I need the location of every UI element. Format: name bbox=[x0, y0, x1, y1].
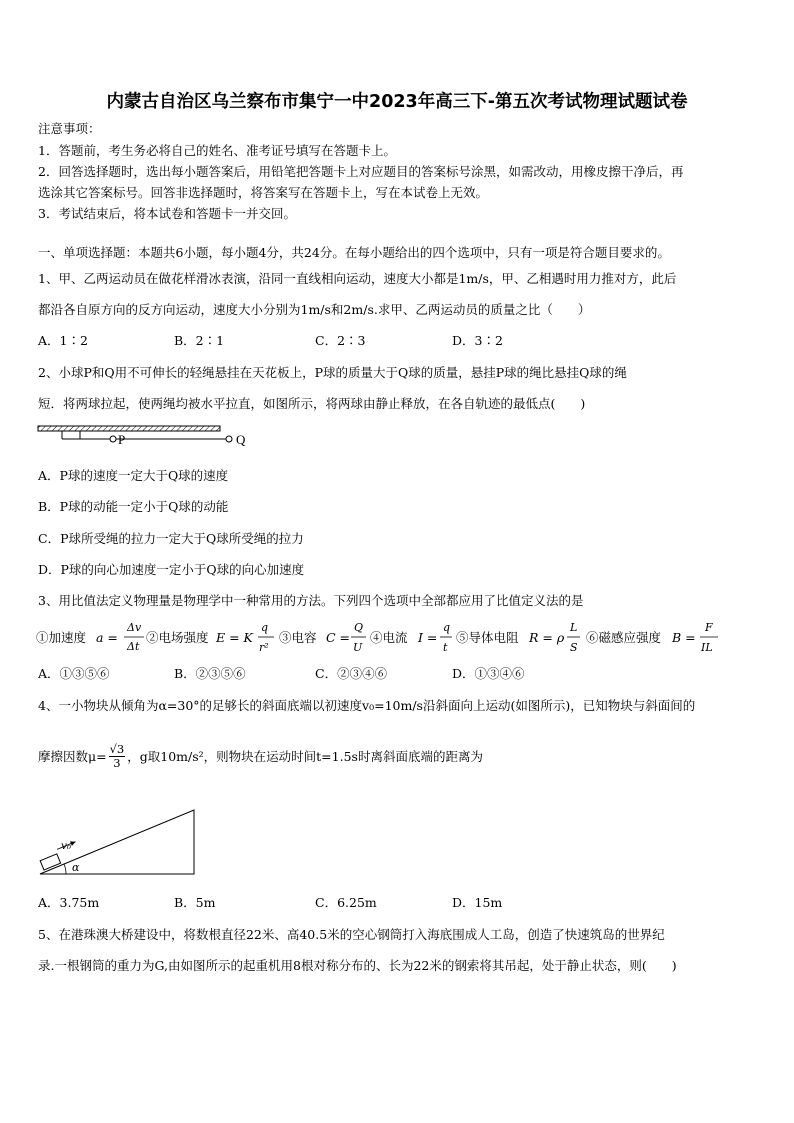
q3-item-1-lhs: a = bbox=[96, 630, 118, 645]
q4-mu-num: √3 bbox=[109, 742, 125, 756]
q3-item-4-den: t bbox=[443, 641, 448, 654]
q3-item-1-num: Δv bbox=[127, 621, 142, 634]
q5-line2: 录.一根钢筒的重力为G,由如图所示的起重机用8根对称分布的、长为22米的钢索将其吊起，处于静止状态，则( ) bbox=[38, 958, 677, 973]
label-alpha: α bbox=[72, 861, 80, 874]
notice-heading: 注意事项： bbox=[38, 121, 101, 136]
q3-item-1-label: ①加速度 bbox=[36, 630, 87, 645]
q3-item-1-den: Δt bbox=[127, 640, 140, 653]
q3-formula-row bbox=[36, 618, 756, 660]
q4-line2 bbox=[38, 742, 483, 770]
q3-options bbox=[38, 666, 738, 682]
q1-option-d: D．3∶2 bbox=[452, 333, 503, 348]
q1-line2: 都沿各自原方向的反方向运动，速度大小分别为1m/s和2m/s.求甲、乙两运动员的质量之比（ ） bbox=[38, 302, 591, 317]
q4-figure bbox=[36, 800, 216, 880]
q4-mu-den: 3 bbox=[113, 756, 121, 770]
q3-item-2-label: ②电场强度 bbox=[146, 630, 209, 645]
q3-item-3-label: ③电容 bbox=[279, 630, 317, 645]
q3-item-5-den: S bbox=[570, 641, 578, 654]
page-title: 内蒙古自治区乌兰察布市集宁一中2023年高三下-第五次考试物理试题试卷 bbox=[106, 92, 688, 112]
q2-figure bbox=[36, 424, 266, 450]
ball-q bbox=[226, 436, 232, 442]
q2-line2: 短．将两球拉起，使两绳均被水平拉直，如图所示，将两球由静止释放，在各自轨迹的最低点( ) bbox=[38, 396, 586, 411]
q3-option-d: D．①③④⑥ bbox=[452, 666, 525, 681]
q2-option-b: B．P球的动能一定小于Q球的动能 bbox=[38, 499, 229, 514]
q3-item-3-num: Q bbox=[354, 621, 364, 634]
notice-item-2: 2．回答选择题时，选出每小题答案后，用铅笔把答题卡上对应题目的答案标号涂黑，如需改动，用橡皮擦干净后，再 bbox=[38, 164, 684, 179]
q2-option-d: D．P球的向心加速度一定小于Q球的向心加速度 bbox=[38, 562, 305, 577]
q2-option-c: C．P球所受绳的拉力一定大于Q球所受绳的拉力 bbox=[38, 531, 304, 546]
q4-option-a: A．3.75m bbox=[38, 895, 100, 910]
q3-item-3-den: U bbox=[353, 641, 363, 654]
q3-item-6-lhs: B = bbox=[672, 630, 696, 645]
notice-item-1: 1．答题前，考生务必将自己的姓名、准考证号填写在答题卡上。 bbox=[38, 143, 396, 158]
q3-item-2-lhs: E = K bbox=[216, 630, 253, 645]
q4-line2-rest: ，g取10m/s²，则物块在运动时间t=1.5s时离斜面底端的距离为 bbox=[127, 749, 483, 764]
q4-line1: 4、一小物块从倾角为α=30°的足够长的斜面底端以初速度v₀=10m/s沿斜面向上运动(如图所示)，已知物块与斜面间的 bbox=[38, 698, 696, 713]
q4-option-c: C．6.25m bbox=[315, 895, 377, 910]
q2-line1: 2、小球P和Q用不可伸长的轻绳悬挂在天花板上，P球的质量大于Q球的质量，悬挂P球的绳比悬挂Q球的绳 bbox=[38, 365, 627, 380]
q3-option-c: C．②③④⑥ bbox=[315, 666, 388, 681]
q3-item-5-lhs: R = ρ bbox=[529, 630, 565, 645]
q3-item-2-num: q bbox=[261, 621, 269, 634]
q1-options bbox=[38, 333, 738, 349]
q3-item-5-label: ⑤导体电阻 bbox=[456, 630, 519, 645]
q1-option-b: B．2∶1 bbox=[174, 333, 225, 348]
q3-item-4-lhs: I = bbox=[418, 630, 438, 645]
q1-line1: 1、甲、乙两运动员在做花样滑冰表演，沿同一直线相向运动，速度大小都是1m/s，甲、乙相遇时用力推对方，此后 bbox=[38, 271, 677, 286]
label-q: Q bbox=[236, 432, 246, 447]
q4-mu-fraction bbox=[109, 743, 126, 770]
q4-option-b: B．5m bbox=[174, 895, 216, 910]
label-p: P bbox=[118, 432, 126, 447]
q3-item-6-label: ⑥磁感应强度 bbox=[586, 630, 662, 645]
ball-p bbox=[110, 436, 116, 442]
ceiling bbox=[38, 426, 220, 431]
q3-item-2-den: r² bbox=[259, 641, 269, 654]
q3-option-b: B．②③⑤⑥ bbox=[174, 666, 246, 681]
q3-option-a: A．①③⑤⑥ bbox=[38, 666, 110, 681]
q3-item-4-label: ④电流 bbox=[370, 630, 408, 645]
q1-option-a: A．1∶2 bbox=[38, 333, 88, 348]
q1-option-c: C．2∶3 bbox=[315, 333, 366, 348]
q3-line1: 3、用比值法定义物理量是物理学中一种常用的方法。下列四个选项中全部都应用了比值定义法的是 bbox=[38, 593, 584, 608]
q4-mu-prefix: 摩擦因数μ= bbox=[38, 749, 107, 764]
q5-line1: 5、在港珠澳大桥建设中，将数根直径22米、高40.5米的空心钢筒打入海底围成人工岛，创造了快速筑岛的世界纪 bbox=[38, 927, 665, 942]
q3-item-6-den: IL bbox=[701, 641, 713, 654]
q3-item-5-num: L bbox=[570, 621, 578, 634]
q3-item-3-lhs: C = bbox=[326, 630, 351, 645]
label-v0: v₀ bbox=[61, 840, 72, 852]
q2-option-a: A．P球的速度一定大于Q球的速度 bbox=[38, 468, 229, 483]
notice-item-3: 3．考试结束后，将本试卷和答题卡一并交回。 bbox=[38, 206, 296, 221]
notice-item-2-cont: 选涂其它答案标号。回答非选择题时，将答案写在答题卡上，写在本试卷上无效。 bbox=[38, 185, 489, 200]
q3-item-6-num: F bbox=[705, 621, 713, 634]
q3-item-4-num: q bbox=[443, 621, 451, 634]
q4-options bbox=[38, 895, 738, 911]
section-heading: 一、单项选择题：本题共6小题，每小题4分，共24分。在每小题给出的四个选项中，只有一项是符合题目要求的。 bbox=[38, 245, 670, 260]
q4-option-d: D．15m bbox=[452, 895, 503, 910]
